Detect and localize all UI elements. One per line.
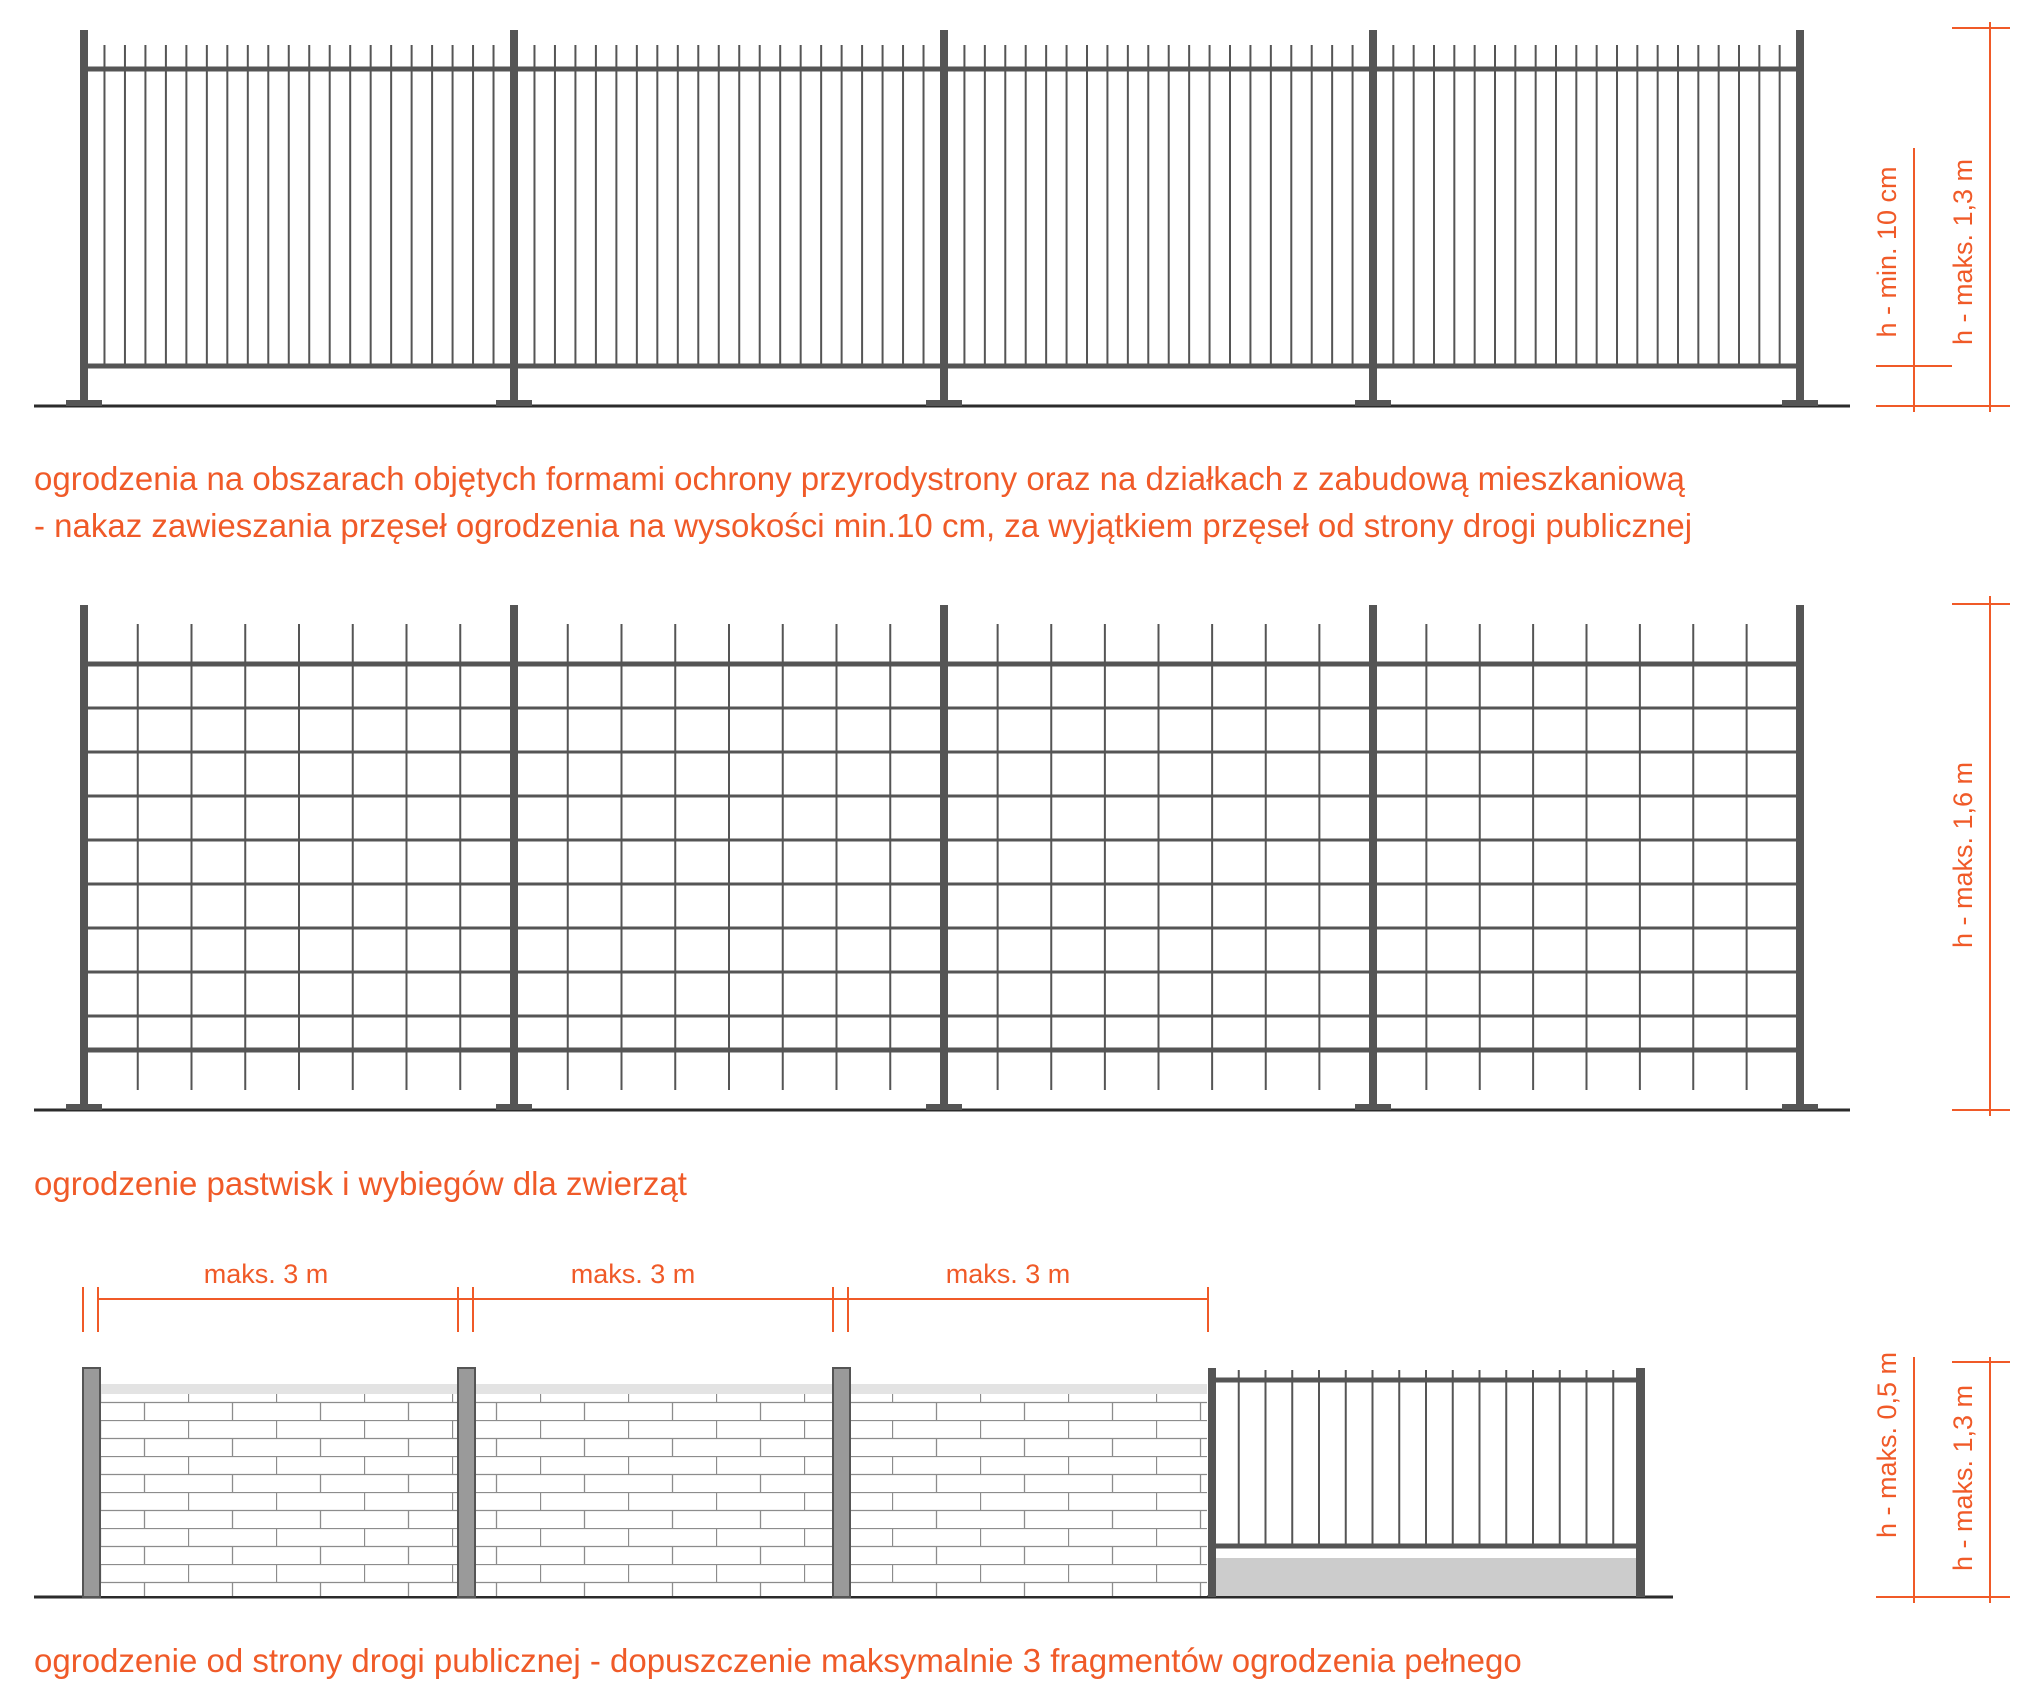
fence-1-drawing (34, 30, 1850, 406)
fence-2-post (940, 605, 948, 1108)
brick-pillar-1 (83, 1368, 100, 1597)
brick-panel-1-top (100, 1384, 457, 1394)
brick-panel-3-top (850, 1384, 1207, 1394)
fence-2-post (80, 605, 88, 1108)
fence-1-post (1796, 30, 1804, 404)
caption-fence-3: ogrodzenie od strony drogi publicznej - dopuszczenie maksymalnie 3 fragmentów ogrodzenia pełnego (34, 1642, 1522, 1679)
fence-1-post (1369, 30, 1377, 404)
bar-fence-post-left (1208, 1368, 1216, 1597)
fence-2-post (510, 605, 518, 1108)
brick-panel-1 (100, 1384, 457, 1596)
segment-label-3: maks. 3 m (945, 1259, 1071, 1289)
caption-fence-1-line-1: ogrodzenia na obszarach objętych formami ochrony przyrodystrony oraz na działkach z zabudową mieszkaniową (34, 460, 1685, 497)
fence-2-posts (66, 605, 1818, 1110)
fence-2-post-base (496, 1104, 532, 1110)
brick-panel-3 (850, 1384, 1207, 1596)
fence-2-post (1796, 605, 1804, 1108)
segment-label-2: maks. 3 m (570, 1259, 696, 1289)
fence-1-post-base (496, 400, 532, 406)
fence-2-drawing (34, 605, 1850, 1110)
fence-1-post-base (926, 400, 962, 406)
bar-fence-pickets (1239, 1370, 1614, 1546)
brick-panel-2 (475, 1384, 832, 1596)
fence-3-drawing (34, 1368, 1673, 1597)
fence-2-post-base (926, 1104, 962, 1110)
brick-panels (100, 1384, 1207, 1596)
fence-1-post (510, 30, 518, 404)
fence-1-post (80, 30, 88, 404)
fence-2-post-base (1355, 1104, 1391, 1110)
fence-1-post-base (1782, 400, 1818, 406)
dim-height-label-1: h - maks. 1,3 m (1948, 158, 1978, 346)
plinth (1212, 1558, 1639, 1596)
segment-label-1: maks. 3 m (203, 1259, 329, 1289)
fence-1-post-base (66, 400, 102, 406)
fence-2-post-base (66, 1104, 102, 1110)
fence-1-post (940, 30, 948, 404)
bar-fence-post-right (1636, 1368, 1645, 1597)
brick-pillar-3 (833, 1368, 850, 1597)
dim-plinth-label-3: h - maks. 0,5 m (1872, 1351, 1902, 1539)
brick-pillar-2 (458, 1368, 475, 1597)
caption-fence-1-line-2: - nakaz zawieszania przęseł ogrodzenia na wysokości min.10 cm, za wyjątkiem przęseł od strony drogi publicznej (34, 507, 1693, 544)
dim-gap-label-1: h - min. 10 cm (1872, 166, 1902, 338)
brick-panel-2-top (475, 1384, 832, 1394)
dim-height-label-3: h - maks. 1,3 m (1948, 1384, 1978, 1572)
fence-2-post (1369, 605, 1377, 1108)
fence-1-post-base (1355, 400, 1391, 406)
bar-fence-section (1208, 1368, 1645, 1597)
fence-2-post-base (1782, 1104, 1818, 1110)
caption-fence-2: ogrodzenie pastwisk i wybiegów dla zwierząt (34, 1165, 687, 1202)
dim-height-label-2: h - maks. 1,6 m (1948, 761, 1978, 949)
